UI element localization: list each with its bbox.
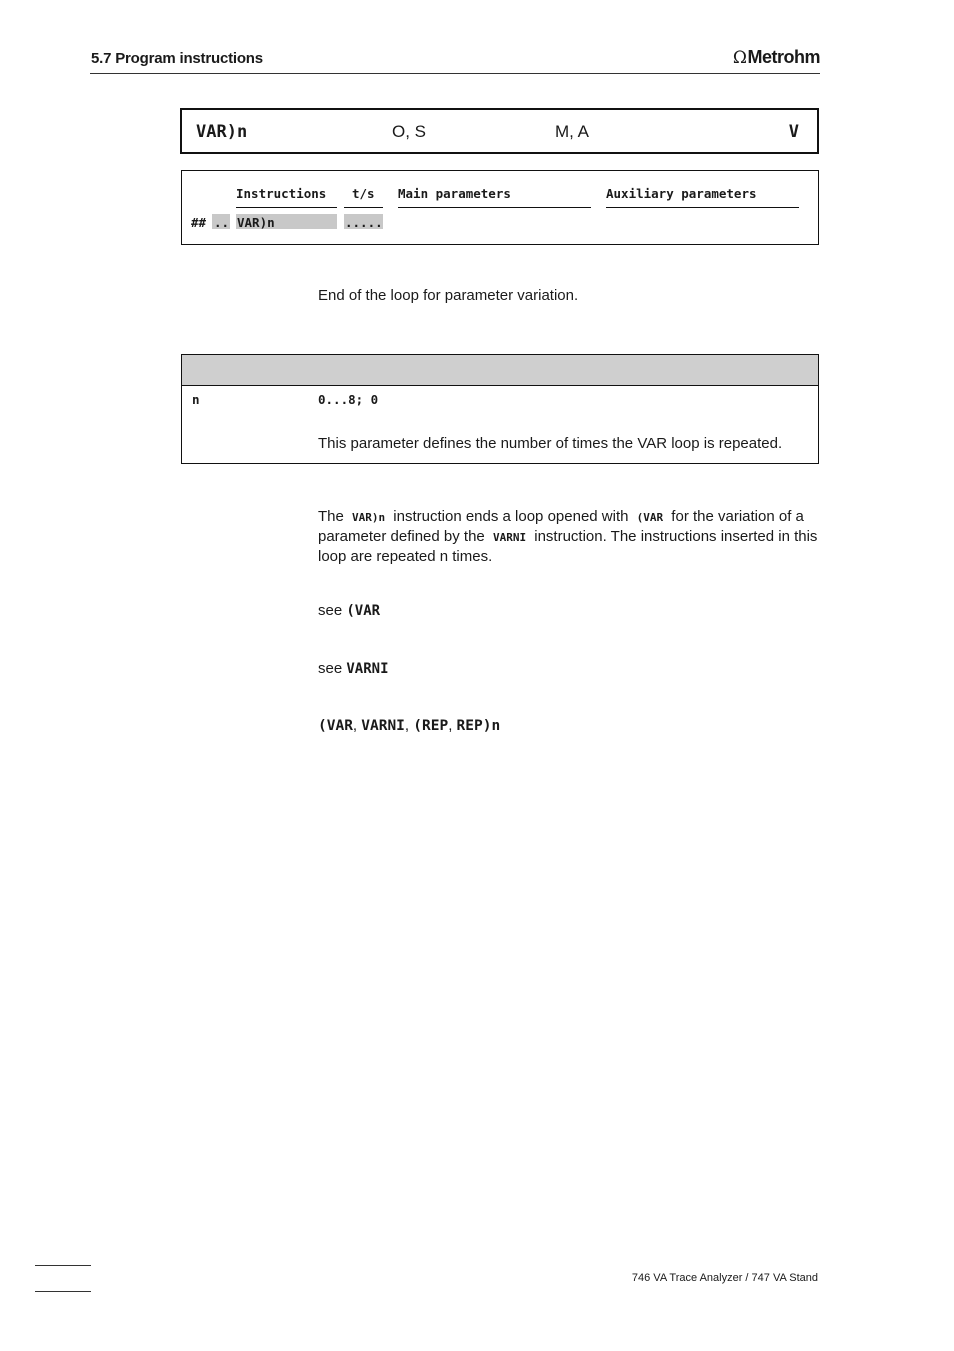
line-number: ## <box>191 215 207 230</box>
see-code: VARNI <box>346 661 389 677</box>
parameter-range: 0...8; 0 <box>318 392 379 407</box>
separator: , <box>404 717 414 734</box>
instruction-description: End of the loop for parameter variation. <box>318 287 579 304</box>
related-item: REP)n <box>456 718 501 734</box>
underline-ts <box>344 207 383 208</box>
separator: , <box>448 717 457 734</box>
header-rule <box>90 73 820 74</box>
code-varni: VARNI <box>492 531 527 544</box>
related-instructions <box>318 717 500 734</box>
line-ts: ..... <box>345 215 383 230</box>
text: instruction ends a loop opened with <box>389 508 633 525</box>
text: The <box>318 508 349 525</box>
col-header-ts: t/s <box>352 186 375 201</box>
parameter-description: This parameter defines the number of times the VAR loop is repeated. <box>318 435 783 452</box>
parameter-name: n <box>192 392 200 407</box>
see-label: see <box>318 660 343 677</box>
related-item: VARNI <box>361 718 405 734</box>
logo-text: Metrohm <box>747 47 820 67</box>
underline-aux <box>606 207 799 208</box>
underline-main <box>398 207 591 208</box>
parameter-table <box>181 354 819 464</box>
mode-group-1: O, S <box>392 122 427 141</box>
code-var-open: (VAR <box>636 511 664 524</box>
see-label: see <box>318 602 343 619</box>
line-dots: .. <box>214 215 230 230</box>
section-title: 5.7 Program instructions <box>91 50 263 67</box>
related-item: (REP <box>413 718 449 734</box>
col-header-instructions: Instructions <box>236 186 327 201</box>
mode-group-2: M, A <box>555 122 590 141</box>
explanation-paragraph <box>318 507 818 566</box>
col-header-main: Main parameters <box>398 186 511 201</box>
see-reference-2 <box>318 660 389 677</box>
footer-rule-bottom <box>35 1291 91 1292</box>
instruction-flag: V <box>788 122 799 142</box>
see-code: (VAR <box>346 603 381 619</box>
instruction-title-box <box>180 108 819 154</box>
footer-rule-top <box>35 1265 91 1266</box>
metrohm-logo <box>733 47 820 68</box>
col-header-aux: Auxiliary parameters <box>606 186 757 201</box>
program-line-box <box>181 170 819 245</box>
text: for the variation of a parameter defined by the <box>318 508 804 545</box>
instruction-name: VAR)n <box>196 122 248 142</box>
omega-icon: Ω <box>732 47 747 68</box>
underline-instructions <box>236 207 337 208</box>
parameter-table-header <box>182 355 818 386</box>
text: instruction. The instructions inserted in this loop are repeated n times. <box>318 528 818 565</box>
code-var-end: VAR)n <box>352 511 386 524</box>
see-reference-1 <box>318 602 380 619</box>
footer-product: 746 VA Trace Analyzer / 747 VA Stand <box>631 1272 818 1284</box>
line-instruction: VAR)n <box>237 215 275 230</box>
separator: , <box>352 717 362 734</box>
related-item: (VAR <box>318 718 353 734</box>
